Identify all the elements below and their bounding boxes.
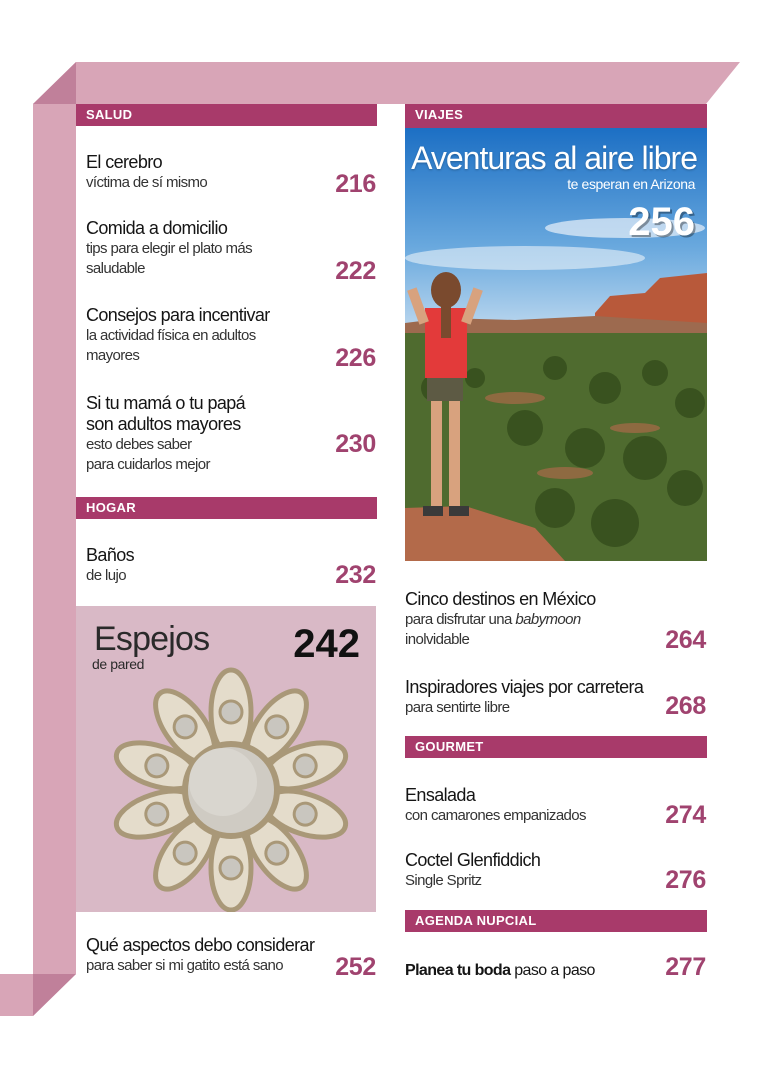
entry-subtitle-line2: inolvidable [405,631,470,648]
feature-title: Espejos [94,620,210,658]
entry-title: Si tu mamá o tu papá [86,393,246,413]
entry-title: Cinco destinos en México [405,589,596,609]
entry-subtitle-line2: mayores [86,347,140,364]
page-number: 226 [335,344,376,372]
toc-entry-viajes-carretera[interactable] [405,677,665,718]
mirror-image [76,660,376,912]
entry-subtitle-line2: saludable [86,260,145,277]
toc-entry-gatito[interactable] [86,935,336,976]
toc-entry-cinco-destinos[interactable] [405,589,645,650]
section-header-gourmet [405,736,707,758]
page-number: 252 [335,953,376,981]
entry-title: Ensalada [405,785,476,805]
section-label: SALUD [86,107,133,122]
section-label: GOURMET [415,739,484,754]
entry-title [405,960,655,981]
entry-title: Consejos para incentivar [86,305,270,325]
entry-title: El cerebro [86,152,163,172]
toc-entry-consejos[interactable] [86,305,326,366]
entry-subtitle: de lujo [86,567,127,584]
entry-subtitle: con camarones empanizados [405,807,586,824]
entry-subtitle [405,610,645,630]
entry-subtitle-text: para disfrutar una [405,611,516,628]
entry-subtitle-emphasis: babymoon [515,611,581,628]
entry-subtitle: para sentirte libre [405,699,510,716]
section-header-viajes [405,104,707,128]
entry-title: Qué aspectos debo considerar [86,935,315,955]
entry-title: Baños [86,545,135,565]
page-number: 222 [335,257,376,285]
entry-subtitle: para saber si mi gatito está sano [86,957,283,974]
page-number: 232 [335,561,376,589]
feature-subtitle: de pared [92,656,145,672]
entry-title-rest: paso a paso [510,962,595,979]
toc-entry-banos[interactable] [86,545,326,586]
toc-entry-comida[interactable] [86,218,326,279]
toc-entry-adultos[interactable] [86,393,326,475]
page-number: 216 [335,170,376,198]
feature-page-number: 256 [628,200,695,244]
page-number: 274 [665,801,706,829]
page-number: 268 [665,692,706,720]
feature-subtitle: te esperan en Arizona [567,176,695,192]
page-number: 230 [335,430,376,458]
feature-title: Aventuras al aire libre [411,140,697,176]
entry-title: Coctel Glenfiddich [405,850,541,870]
feature-espejos[interactable] [76,606,376,912]
entry-subtitle: esto debes saber [86,436,192,453]
entry-title: Inspiradores viajes por carretera [405,677,644,697]
page-number: 276 [665,866,706,894]
entry-subtitle-line2: para cuidarlos mejor [86,456,210,473]
entry-subtitle: Single Spritz [405,872,482,889]
section-label: AGENDA NUPCIAL [415,913,537,928]
entry-subtitle: víctima de sí mismo [86,174,208,191]
toc-entry-coctel[interactable] [405,850,645,891]
section-header-hogar [76,497,377,519]
arizona-photo [405,128,707,561]
feature-arizona[interactable] [405,128,707,561]
page-number: 277 [665,953,706,981]
page-number: 264 [665,626,706,654]
toc-entry-planea-boda[interactable] [405,960,655,981]
section-label: HOGAR [86,500,136,515]
toc-entry-ensalada[interactable] [405,785,645,826]
feature-page-number: 242 [293,622,360,666]
section-label: VIAJES [415,107,464,122]
entry-title-line2: son adultos mayores [86,414,241,434]
entry-title-bold: Planea tu boda [405,962,511,979]
toc-entry-cerebro[interactable] [86,152,326,193]
entry-subtitle: la actividad física en adultos [86,327,256,344]
entry-subtitle: tips para elegir el plato más [86,240,253,257]
entry-title: Comida a domicilio [86,218,228,238]
section-header-salud [76,104,377,126]
section-header-agenda-nupcial [405,910,707,932]
